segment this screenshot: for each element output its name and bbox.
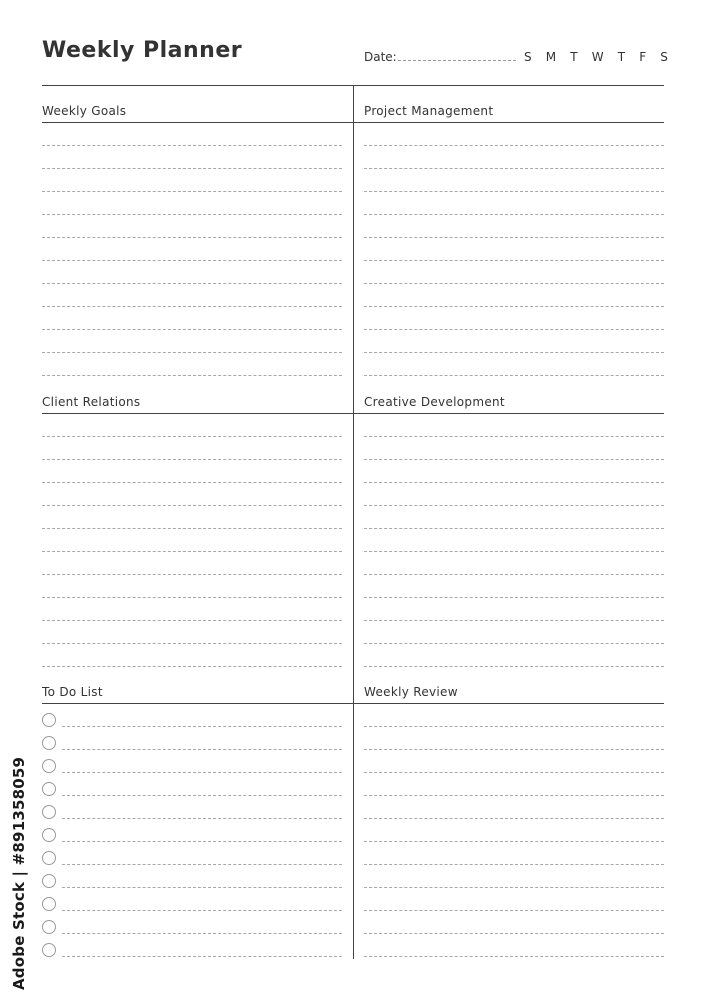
writing-line[interactable]	[364, 505, 664, 506]
writing-line[interactable]	[364, 818, 664, 819]
weekday-3[interactable]: W	[591, 50, 604, 64]
writing-line[interactable]	[364, 145, 664, 146]
writing-line[interactable]	[42, 145, 342, 146]
writing-line[interactable]	[42, 666, 342, 667]
creative-development-rule	[353, 413, 664, 414]
writing-line[interactable]	[364, 620, 664, 621]
weekly-goals-rule	[42, 122, 354, 123]
todo-checkbox[interactable]	[42, 897, 56, 911]
writing-line[interactable]	[42, 352, 342, 353]
weekly-review-title: Weekly Review	[364, 685, 458, 699]
writing-line[interactable]	[42, 643, 342, 644]
writing-line[interactable]	[42, 237, 342, 238]
writing-line[interactable]	[364, 887, 664, 888]
writing-line[interactable]	[42, 482, 342, 483]
writing-line[interactable]	[42, 168, 342, 169]
writing-line[interactable]	[364, 910, 664, 911]
weekday-4[interactable]: T	[617, 50, 626, 64]
todo-checkbox[interactable]	[42, 828, 56, 842]
writing-line[interactable]	[42, 191, 342, 192]
writing-line[interactable]	[42, 375, 342, 376]
writing-line[interactable]	[364, 726, 664, 727]
writing-line[interactable]	[364, 749, 664, 750]
writing-line[interactable]	[364, 795, 664, 796]
todo-checkbox[interactable]	[42, 874, 56, 888]
todo-line[interactable]	[62, 864, 342, 865]
weekday-selector	[524, 50, 668, 64]
todo-checkbox[interactable]	[42, 851, 56, 865]
writing-line[interactable]	[364, 956, 664, 957]
weekday-6[interactable]: S	[660, 50, 668, 64]
project-management-rule	[353, 122, 664, 123]
writing-line[interactable]	[364, 168, 664, 169]
column-divider	[353, 85, 354, 959]
writing-line[interactable]	[364, 482, 664, 483]
todo-checkbox[interactable]	[42, 805, 56, 819]
creative-development-title: Creative Development	[364, 395, 505, 409]
weekday-1[interactable]: M	[545, 50, 557, 64]
writing-line[interactable]	[42, 459, 342, 460]
writing-line[interactable]	[42, 620, 342, 621]
to-do-list-title: To Do List	[42, 685, 103, 699]
writing-line[interactable]	[364, 643, 664, 644]
todo-checkbox[interactable]	[42, 920, 56, 934]
weekly-goals-title: Weekly Goals	[42, 104, 127, 118]
todo-checkbox[interactable]	[42, 736, 56, 750]
writing-line[interactable]	[364, 329, 664, 330]
writing-line[interactable]	[364, 191, 664, 192]
weekday-2[interactable]: T	[570, 50, 578, 64]
todo-checkbox[interactable]	[42, 782, 56, 796]
weekday-0[interactable]: S	[524, 50, 532, 64]
writing-line[interactable]	[42, 574, 342, 575]
todo-line[interactable]	[62, 933, 342, 934]
writing-line[interactable]	[364, 352, 664, 353]
writing-line[interactable]	[42, 306, 342, 307]
todo-line[interactable]	[62, 749, 342, 750]
writing-line[interactable]	[364, 666, 664, 667]
writing-line[interactable]	[364, 574, 664, 575]
todo-checkbox[interactable]	[42, 759, 56, 773]
todo-line[interactable]	[62, 910, 342, 911]
todo-line[interactable]	[62, 956, 342, 957]
client-relations-title: Client Relations	[42, 395, 141, 409]
writing-line[interactable]	[364, 933, 664, 934]
client-relations-rule	[42, 413, 354, 414]
date-line[interactable]	[398, 60, 516, 61]
writing-line[interactable]	[364, 436, 664, 437]
to-do-list-rule	[42, 703, 354, 704]
writing-line[interactable]	[42, 597, 342, 598]
page-title: Weekly Planner	[42, 38, 243, 63]
writing-line[interactable]	[364, 772, 664, 773]
writing-line[interactable]	[42, 528, 342, 529]
todo-line[interactable]	[62, 818, 342, 819]
writing-line[interactable]	[364, 841, 664, 842]
writing-line[interactable]	[42, 260, 342, 261]
writing-line[interactable]	[42, 551, 342, 552]
writing-line[interactable]	[364, 597, 664, 598]
todo-checkbox[interactable]	[42, 943, 56, 957]
writing-line[interactable]	[364, 551, 664, 552]
todo-line[interactable]	[62, 795, 342, 796]
writing-line[interactable]	[364, 283, 664, 284]
project-management-title: Project Management	[364, 104, 494, 118]
writing-line[interactable]	[42, 214, 342, 215]
writing-line[interactable]	[364, 260, 664, 261]
writing-line[interactable]	[42, 436, 342, 437]
writing-line[interactable]	[364, 237, 664, 238]
date-label: Date:	[364, 50, 397, 64]
weekday-5[interactable]: F	[639, 50, 647, 64]
writing-line[interactable]	[364, 375, 664, 376]
weekly-review-rule	[353, 703, 664, 704]
writing-line[interactable]	[42, 329, 342, 330]
todo-line[interactable]	[62, 726, 342, 727]
writing-line[interactable]	[364, 864, 664, 865]
writing-line[interactable]	[364, 214, 664, 215]
writing-line[interactable]	[42, 505, 342, 506]
todo-line[interactable]	[62, 887, 342, 888]
writing-line[interactable]	[364, 459, 664, 460]
todo-checkbox[interactable]	[42, 713, 56, 727]
writing-line[interactable]	[364, 306, 664, 307]
writing-line[interactable]	[364, 528, 664, 529]
writing-line[interactable]	[42, 283, 342, 284]
todo-line[interactable]	[62, 772, 342, 773]
stock-watermark: Adobe Stock | #891358059	[10, 756, 28, 990]
todo-line[interactable]	[62, 841, 342, 842]
